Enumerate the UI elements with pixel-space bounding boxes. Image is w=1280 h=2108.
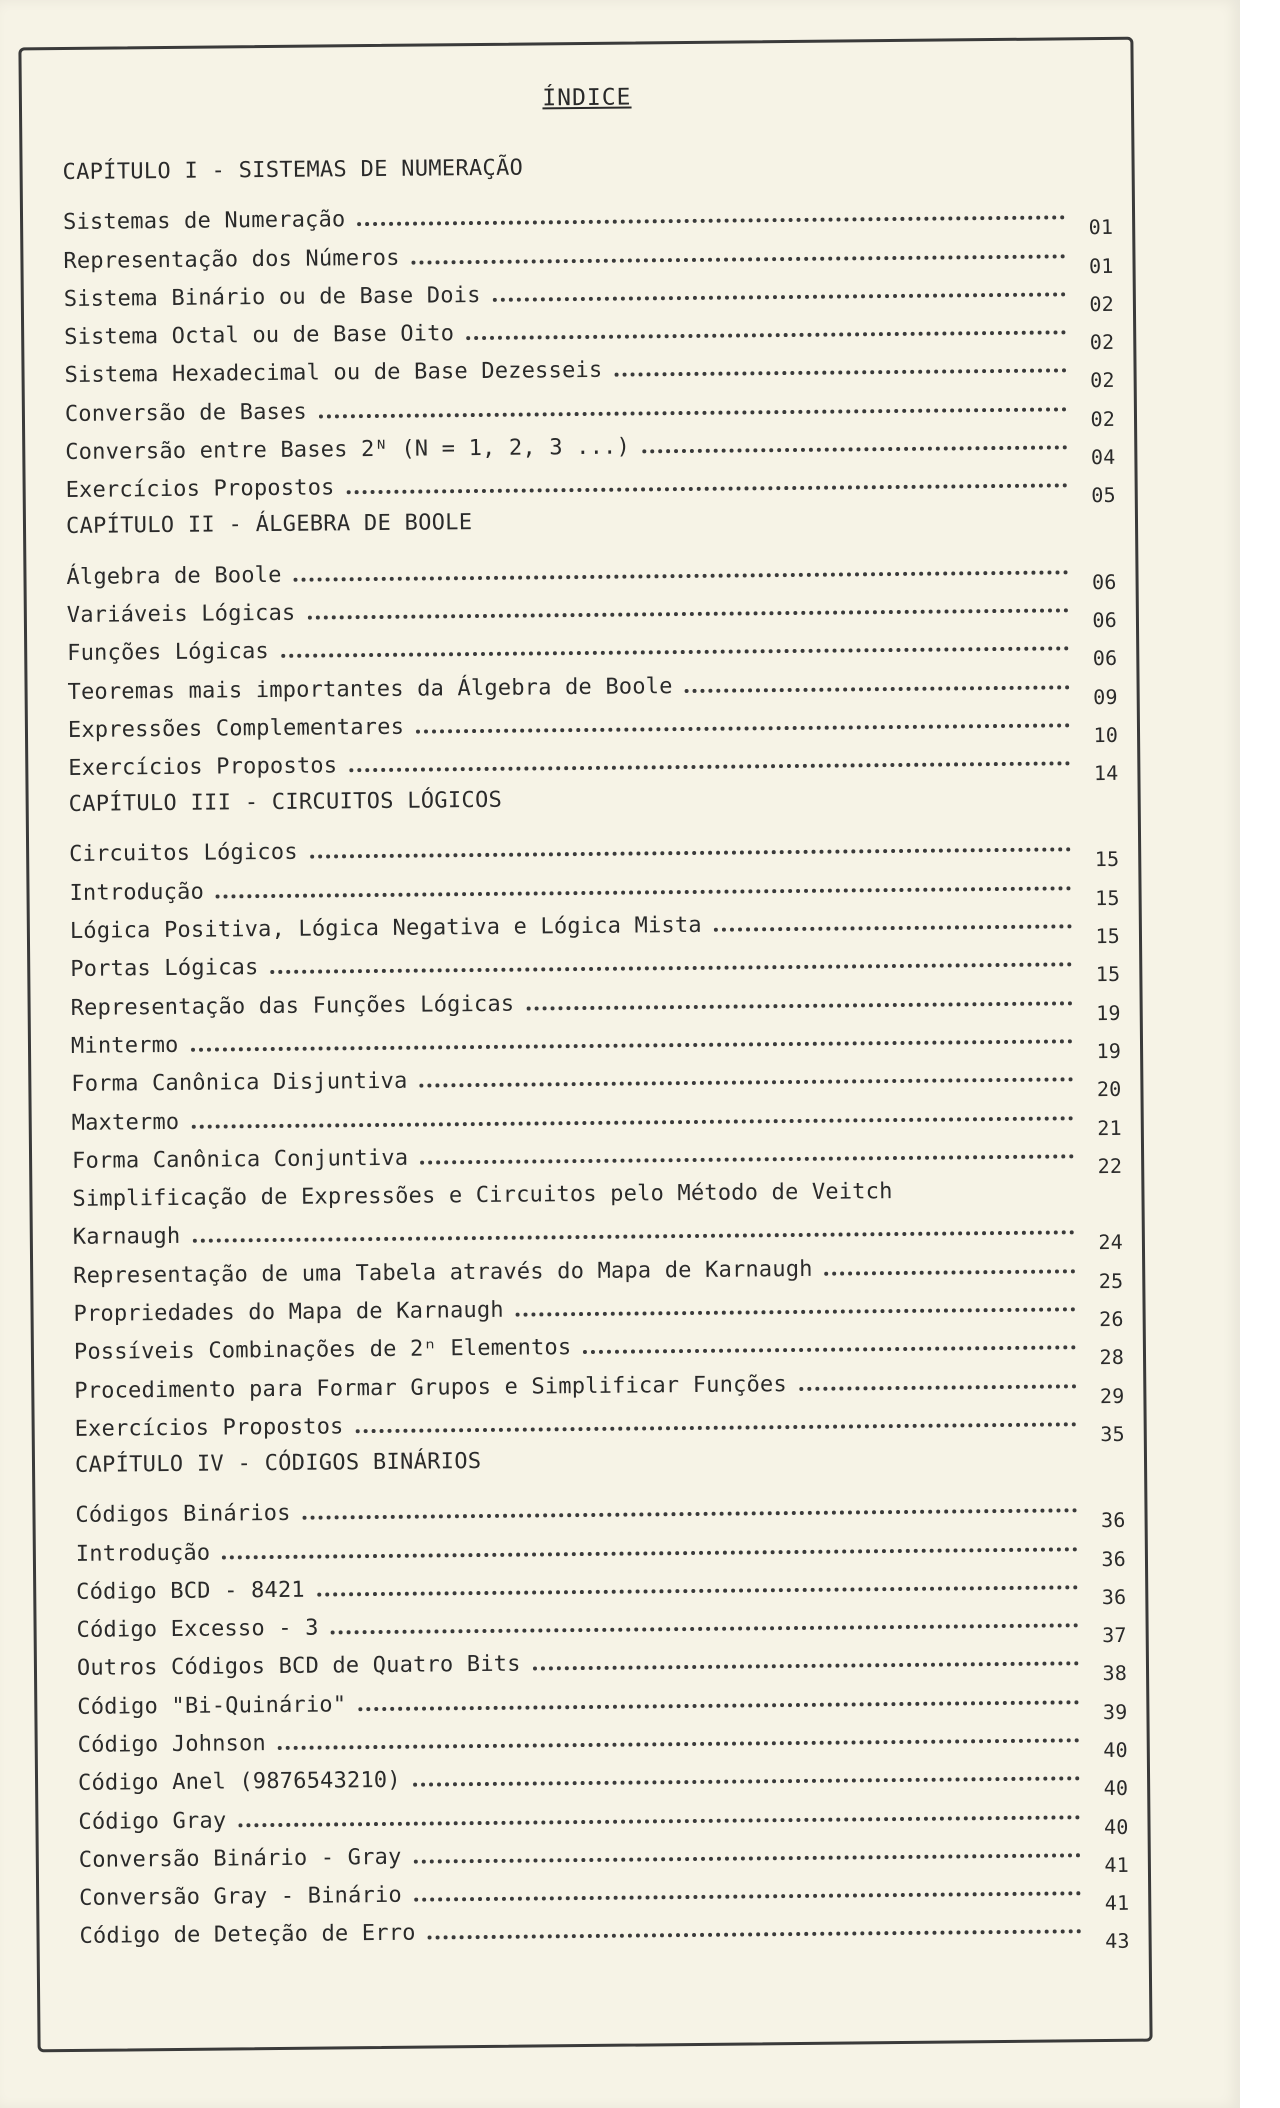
dot-leader [526, 1001, 1072, 1010]
toc-entry-label: Teoremas mais importantes da Álgebra de Boole [67, 673, 673, 705]
toc-entry-page-number: 06 [1092, 646, 1118, 671]
toc-entry-label: Conversão de Bases [64, 399, 308, 427]
toc-entry-label: Representação das Funções Lógicas [70, 991, 515, 1021]
dot-leader [317, 1585, 1078, 1596]
toc-entry-label: Propriedades do Mapa de Karnaugh [73, 1297, 504, 1327]
toc-entry-label: Conversão Binário - Gray [78, 1844, 402, 1873]
dot-leader [583, 1346, 1076, 1355]
dot-leader [493, 292, 1066, 302]
toc-entry-page-number: 43 [1105, 1929, 1130, 1954]
toc-entry-label: Código "Bi-Quinário" [77, 1692, 347, 1720]
toc-entry-label: Karnaugh [72, 1224, 181, 1251]
toc-entry-label: Sistema Binário ou de Base Dois [63, 282, 481, 312]
toc-entry-label: Forma Canônica Conjuntiva [71, 1145, 409, 1174]
toc-entry-label: Portas Lógicas [70, 955, 259, 983]
toc-entry-label: Variáveis Lógicas [66, 600, 296, 628]
chapter-section [65, 498, 1119, 786]
toc-entry-page-number: 15 [1095, 962, 1121, 987]
toc-entry-label: Sistema Hexadecimal ou de Base Dezesseis [64, 358, 603, 389]
dot-leader [192, 1231, 1074, 1243]
toc-entry-page-number: 15 [1095, 885, 1120, 910]
toc-entry-page-number: 09 [1093, 684, 1118, 709]
dot-leader [319, 407, 1067, 418]
toc-entry-page-number: 40 [1103, 1737, 1128, 1763]
toc-entry-label: Código Excesso - 3 [76, 1615, 319, 1644]
dot-leader [358, 1700, 1079, 1711]
toc-entry-page-number: 41 [1104, 1890, 1130, 1916]
dot-leader [614, 369, 1066, 377]
toc-entry-page-number: 06 [1091, 569, 1117, 594]
toc-entry-label: Código Anel (9876543210) [77, 1768, 401, 1797]
dot-leader [420, 1078, 1074, 1088]
dot-leader [307, 608, 1068, 619]
toc-entry-label: Procedimento para Formar Grupos e Simplificar Funções [74, 1371, 787, 1404]
toc-entry-label: Introdução [75, 1540, 211, 1567]
toc-entry-page-number: 41 [1104, 1852, 1130, 1877]
dot-leader [347, 484, 1068, 495]
toc-entry-label: Código de Deteção de Erro [79, 1921, 416, 1950]
toc-entry-page-number: 36 [1100, 1508, 1126, 1533]
chapter-section [68, 776, 1125, 1446]
dot-leader [466, 331, 1066, 341]
toc-entry-label: Funções Lógicas [67, 639, 270, 667]
toc-entry-label: Mintermo [70, 1032, 179, 1059]
toc-entry-label: Exercícios Propostos [68, 753, 338, 782]
chapter-list [62, 144, 1130, 1954]
dot-leader [714, 924, 1072, 931]
dot-leader [416, 723, 1070, 733]
toc-entry-page-number: 01 [1088, 215, 1114, 240]
index-title: ÍNDICE [542, 84, 632, 112]
toc-entry-label: Forma Canônica Disjuntiva [71, 1068, 408, 1098]
dot-leader [533, 1662, 1079, 1671]
dot-leader [516, 1307, 1076, 1316]
toc-entry-page-number: 06 [1092, 607, 1118, 633]
toc-entry-page-number: 35 [1100, 1421, 1125, 1446]
dot-leader [428, 1930, 1082, 1940]
toc-entry-page-number: 40 [1103, 1814, 1129, 1839]
dot-leader [271, 963, 1073, 975]
toc-entry-label: Exercícios Propostos [74, 1414, 344, 1442]
dot-leader [303, 1509, 1078, 1520]
toc-entry-page-number: 20 [1096, 1077, 1122, 1102]
toc-entry-label: Código Johnson [77, 1731, 267, 1758]
dot-leader [825, 1269, 1076, 1275]
toc-entry-page-number: 26 [1099, 1306, 1124, 1332]
toc-entry-label: Lógica Positiva, Lógica Negativa e Lógica Mista [69, 912, 702, 944]
toc-entry-label: Conversão entre Bases 2ᴺ (N = 1, 2, 3 ...) [65, 434, 631, 466]
toc-entry-label: Representação dos Números [63, 245, 400, 274]
toc-entry-label: Códigos Binários [75, 1501, 291, 1529]
dot-leader [799, 1384, 1076, 1391]
toc-entry-label: Álgebra de Boole [66, 562, 282, 590]
toc-entry-page-number: 22 [1097, 1153, 1123, 1178]
table-of-contents [62, 80, 1130, 1954]
dot-leader [238, 1815, 1080, 1827]
dot-leader [331, 1623, 1079, 1634]
toc-entry-page-number: 40 [1103, 1776, 1129, 1801]
toc-entry-page-number: 37 [1102, 1622, 1127, 1648]
toc-entry-label: Maxtermo [71, 1109, 180, 1136]
dot-leader [414, 1853, 1081, 1863]
dot-leader [414, 1891, 1081, 1901]
toc-entry-label: Possíveis Combinações de 2ⁿ Elementos [73, 1335, 572, 1366]
toc-entry-label: Simplificação de Expressões e Circuitos pelo Método de Veitch [72, 1179, 893, 1213]
toc-entry-label: Sistemas de Numeração [62, 207, 346, 236]
dot-leader [685, 685, 1070, 693]
index-frame [18, 37, 1152, 2053]
dot-leader [191, 1039, 1073, 1051]
toc-entry-page-number: 05 [1091, 483, 1116, 508]
toc-entry-label: Exercícios Propostos [65, 475, 335, 504]
toc-entry-page-number: 01 [1088, 253, 1114, 278]
dot-leader [278, 1738, 1080, 1750]
chapter-title: CAPÍTULO IV - CÓDIGOS BINÁRIOS [74, 1448, 482, 1478]
dot-leader [413, 1777, 1080, 1787]
toc-entry-page-number: 29 [1099, 1383, 1125, 1408]
toc-entry-page-number: 10 [1093, 722, 1119, 747]
dot-leader [356, 1422, 1077, 1433]
toc-entry-page-number: 02 [1090, 406, 1116, 431]
toc-entry-page-number: 24 [1098, 1230, 1124, 1255]
toc-entry-label: Código BCD - 8421 [76, 1577, 305, 1605]
toc-entry-label: Conversão Gray - Binário [79, 1882, 402, 1912]
toc-entry-page-number: 15 [1094, 847, 1120, 872]
toc-entry-page-number: 14 [1093, 761, 1119, 786]
toc-entry-page-number: 02 [1089, 291, 1115, 317]
toc-entry-page-number: 15 [1095, 923, 1121, 949]
toc-entry-page-number: 19 [1096, 1038, 1122, 1064]
toc-entry-label: Outros Códigos BCD de Quatro Bits [76, 1652, 521, 1682]
dot-leader [222, 1547, 1078, 1559]
toc-entry-page-number: 19 [1096, 1000, 1121, 1025]
toc-entry-label: Código Gray [78, 1808, 227, 1835]
dot-leader [281, 647, 1069, 659]
toc-entry-label: Expressões Complementares [67, 714, 405, 743]
chapter-title: CAPÍTULO I - SISTEMAS DE NUMERAÇÃO [62, 155, 524, 185]
dot-leader [349, 761, 1070, 772]
toc-entry-label: Introdução [69, 879, 205, 906]
dot-leader [294, 570, 1069, 581]
dot-leader [310, 848, 1071, 859]
toc-entry-page-number: 04 [1090, 444, 1116, 470]
toc-entry-page-number: 25 [1098, 1268, 1124, 1293]
toc-entry-page-number: 02 [1089, 330, 1115, 355]
dot-leader [420, 1154, 1074, 1164]
toc-entry-page-number: 02 [1090, 368, 1115, 393]
toc-entry-page-number: 21 [1097, 1115, 1122, 1140]
dot-leader [357, 216, 1065, 227]
chapter-section [74, 1437, 1130, 1954]
dot-leader [642, 445, 1067, 453]
dot-leader [412, 254, 1066, 264]
dot-leader [216, 886, 1072, 898]
chapter-title: CAPÍTULO II - ÁLGEBRA DE BOOLE [65, 510, 473, 540]
chapter-title: CAPÍTULO III - CIRCUITOS LÓGICOS [68, 787, 503, 818]
toc-entry-label: Circuitos Lógicos [69, 840, 298, 868]
dot-leader [905, 1196, 1075, 1198]
toc-entry-page-number: 39 [1102, 1699, 1128, 1724]
chapter-section [62, 144, 1116, 508]
toc-entry-page-number: 38 [1102, 1661, 1128, 1686]
toc-entry-label: Representação de uma Tabela através do Mapa de Karnaugh [73, 1256, 813, 1289]
toc-entry-label: Sistema Octal ou de Base Oito [64, 321, 455, 351]
toc-entry-page-number: 36 [1101, 1584, 1127, 1609]
toc-entry-page-number: 28 [1099, 1345, 1125, 1370]
toc-entry-page-number: 36 [1101, 1546, 1127, 1571]
dot-leader [191, 1116, 1073, 1128]
